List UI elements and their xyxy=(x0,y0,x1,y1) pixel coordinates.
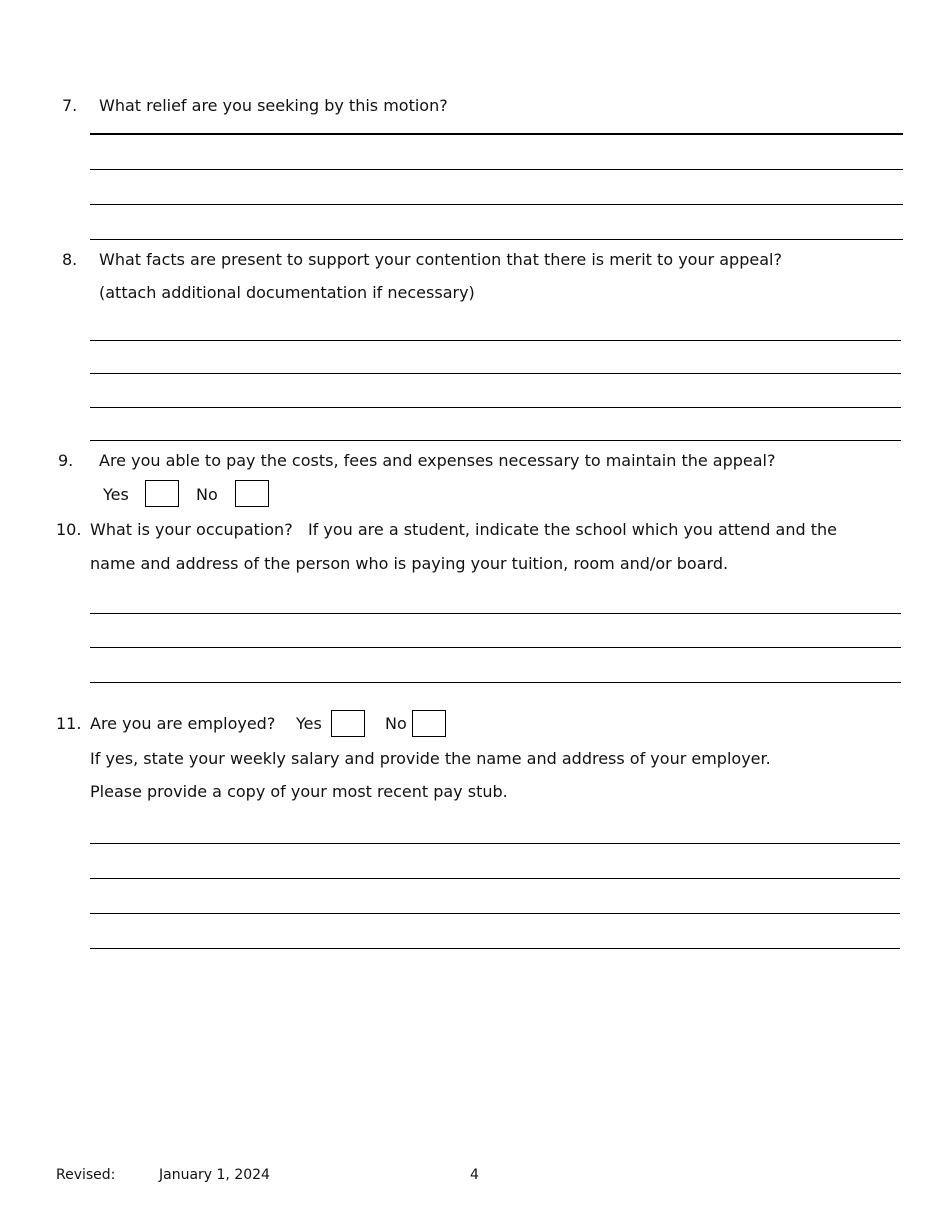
q7-answer-line-1[interactable] xyxy=(90,133,903,135)
q9-question: Are you able to pay the costs, fees and expenses necessary to maintain the appeal? xyxy=(99,451,776,470)
q9-yes-checkbox[interactable] xyxy=(145,480,179,507)
q9-no-checkbox[interactable] xyxy=(235,480,269,507)
q7-answer-line-2[interactable] xyxy=(90,169,903,170)
q10-answer-line-2[interactable] xyxy=(90,647,901,648)
q9-number: 9. xyxy=(58,451,74,470)
q8-number: 8. xyxy=(62,250,78,269)
q11-instruction-line-1: If yes, state your weekly salary and provide the name and address of your employer. xyxy=(90,749,771,768)
q11-answer-line-3[interactable] xyxy=(90,913,900,914)
q11-answer-line-2[interactable] xyxy=(90,878,900,879)
q9-no-label: No xyxy=(196,485,218,504)
q8-note: (attach additional documentation if necessary) xyxy=(99,283,475,302)
footer-revised-label: Revised: xyxy=(56,1167,116,1183)
q7-answer-line-3[interactable] xyxy=(90,204,903,205)
footer-page-number: 4 xyxy=(470,1167,479,1183)
q7-question: What relief are you seeking by this motion? xyxy=(99,96,448,115)
q10-answer-line-1[interactable] xyxy=(90,613,901,614)
q11-no-checkbox[interactable] xyxy=(412,710,446,737)
q11-yes-label: Yes xyxy=(296,714,322,733)
q11-no-label: No xyxy=(385,714,407,733)
q11-answer-line-4[interactable] xyxy=(90,948,900,949)
q10-answer-line-3[interactable] xyxy=(90,682,901,683)
q8-answer-line-2[interactable] xyxy=(90,373,901,374)
q8-answer-line-4[interactable] xyxy=(90,440,901,441)
q9-yes-label: Yes xyxy=(103,485,129,504)
q7-number: 7. xyxy=(62,96,78,115)
q11-number: 11. xyxy=(56,714,82,733)
q10-question-line-1: What is your occupation? If you are a student, indicate the school which you attend and the xyxy=(90,520,837,539)
q11-yes-checkbox[interactable] xyxy=(331,710,365,737)
q10-question-line-2: name and address of the person who is paying your tuition, room and/or board. xyxy=(90,554,729,573)
q11-question: Are you are employed? xyxy=(90,714,276,733)
q11-answer-line-1[interactable] xyxy=(90,843,900,844)
q7-answer-line-4[interactable] xyxy=(90,239,903,240)
q10-number: 10. xyxy=(56,520,82,539)
footer-revised-date: January 1, 2024 xyxy=(159,1167,270,1183)
q8-answer-line-3[interactable] xyxy=(90,407,901,408)
q8-answer-line-1[interactable] xyxy=(90,340,901,341)
q11-instruction-line-2: Please provide a copy of your most recent pay stub. xyxy=(90,782,508,801)
q8-question: What facts are present to support your contention that there is merit to your appeal? xyxy=(99,250,782,269)
